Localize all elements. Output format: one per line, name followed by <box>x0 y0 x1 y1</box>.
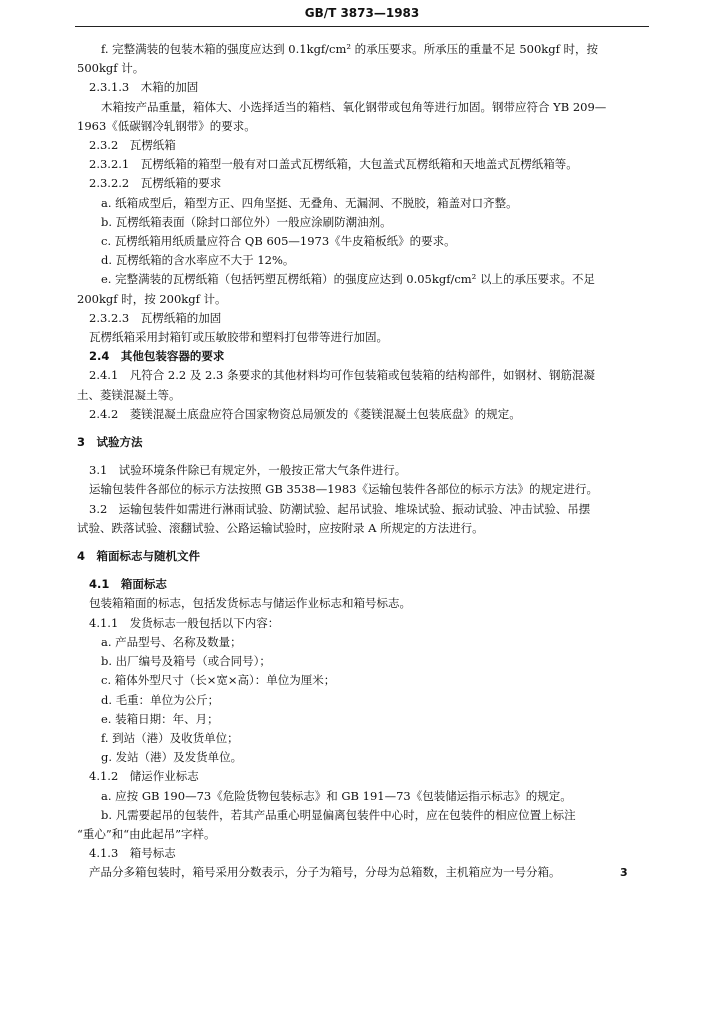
text-line: 2.3.2.2 瓦楞纸箱的要求 <box>89 176 222 191</box>
spacer <box>77 424 645 433</box>
text-line: e. 完整满装的瓦楞纸箱（包括钙塑瓦楞纸箱）的强度应达到 0.05kgf/cm² 以上的承压要求。不足 <box>101 272 595 287</box>
text-line: e. 装箱日期：年、月； <box>101 711 219 726</box>
text-line: 2.3.1.3 木箱的加固 <box>89 80 199 95</box>
page-number: 3 <box>620 866 628 879</box>
text-line: g. 发站（港）及发货单位。 <box>101 750 243 765</box>
text-line: 4.1.1 发货标志一般包括以下内容： <box>89 615 280 630</box>
text-line: 2.3.2.1 瓦楞纸箱的箱型一般有对口盖式瓦楞纸箱，大包盖式瓦楞纸箱和天地盖式瓦楞纸箱等。 <box>89 157 578 172</box>
text-line: 1963《低碳钢冷轧钢带》的要求。 <box>77 118 256 133</box>
section-heading: 4 箱面标志与随机文件 <box>77 549 201 564</box>
standard-code-header: GB/T 3873—1983 <box>304 6 420 20</box>
document-body <box>77 40 645 883</box>
text-line: 2.4.2 菱镁混凝土底盘应符合国家物资总局颁发的《菱镁混凝土包装底盘》的规定。 <box>89 406 521 421</box>
text-line: 土、菱镁混凝土等。 <box>77 387 181 402</box>
text-line: 瓦楞纸箱采用封箱钉或压敏胶带和塑料打包带等进行加固。 <box>89 330 388 345</box>
section-heading: 4.1 箱面标志 <box>89 577 167 592</box>
text-line: b. 凡需要起吊的包装件，若其产品重心明显偏离包装件中心时，应在包装件的相应位置上标注 <box>101 807 576 822</box>
spacer <box>77 566 645 575</box>
text-line: f. 到站（港）及收货单位； <box>101 730 239 745</box>
text-line: 试验、跌落试验、滚翻试验、公路运输试验时，应按附录 A 所规定的方法进行。 <box>77 520 484 535</box>
text-line: 木箱按产品重量，箱体大、小选择适当的箱档、氧化钢带或包角等进行加固。钢带应符合 YB 209— <box>101 99 607 114</box>
text-line: c. 箱体外型尺寸（长×宽×高）：单位为厘米； <box>101 673 336 688</box>
text-line: a. 产品型号、名称及数量； <box>101 634 242 649</box>
text-line: f. 完整满装的包装木箱的强度应达到 0.1kgf/cm² 的承压要求。所承压的重量不足 500kgf 时，按 <box>101 42 599 56</box>
text-line: “重心”和“由此起吊”字样。 <box>77 826 216 841</box>
text-line: 产品分多箱包装时，箱号采用分数表示，分子为箱号，分母为总箱数，主机箱应为一号分箱。 <box>89 865 561 880</box>
section-heading: 2.4 其他包装容器的要求 <box>89 349 225 364</box>
text-line: 4.1.3 箱号标志 <box>89 846 176 861</box>
header-rule <box>75 26 649 27</box>
text-line: 200kgf 时，按 200kgf 计。 <box>77 291 227 306</box>
text-line: b. 出厂编号及箱号（或合同号）； <box>101 654 271 669</box>
text-line: b. 瓦楞纸箱表面（除封口部位外）一般应涂刷防潮油剂。 <box>101 214 392 229</box>
text-line: c. 瓦楞纸箱用纸质量应符合 QB 605—1973《牛皮箱板纸》的要求。 <box>101 234 456 249</box>
text-line: 2.3.2 瓦楞纸箱 <box>89 138 176 153</box>
text-line: 包装箱箱面的标志，包括发货标志与储运作业标志和箱号标志。 <box>89 596 411 611</box>
text-line: d. 毛重：单位为公斤； <box>101 692 220 707</box>
text-line: 2.3.2.3 瓦楞纸箱的加固 <box>89 310 222 325</box>
text-line: 运输包装件各部位的标示方法按照 GB 3538—1983《运输包装件各部位的标示方法》的规定进行。 <box>89 482 598 497</box>
text-line: 4.1.2 储运作业标志 <box>89 769 199 784</box>
text-line: 3.1 试验环境条件除已有规定外，一般按正常大气条件进行。 <box>89 463 407 478</box>
text-line: a. 纸箱成型后，箱型方正、四角坚挺、无叠角、无漏洞、不脱胶，箱盖对口齐整。 <box>101 195 518 210</box>
section-heading: 3 试验方法 <box>77 435 143 450</box>
text-line: 2.4.1 凡符合 2.2 及 2.3 条要求的其他材料均可作包装箱或包装箱的结构部件，如钢材、钢筋混凝 <box>89 368 595 383</box>
text-line: 500kgf 计。 <box>77 61 145 76</box>
spacer <box>77 538 645 547</box>
text-line: a. 应按 GB 190—73《危险货物包装标志》和 GB 191—73《包装储运指示标志》的规定。 <box>101 788 572 803</box>
text-line: 3.2 运输包装件如需进行淋雨试验、防潮试验、起吊试验、堆垛试验、振动试验、冲击试验、吊摆 <box>89 501 591 516</box>
spacer <box>77 452 645 461</box>
text-line: d. 瓦楞纸箱的含水率应不大于 12%。 <box>101 253 295 268</box>
